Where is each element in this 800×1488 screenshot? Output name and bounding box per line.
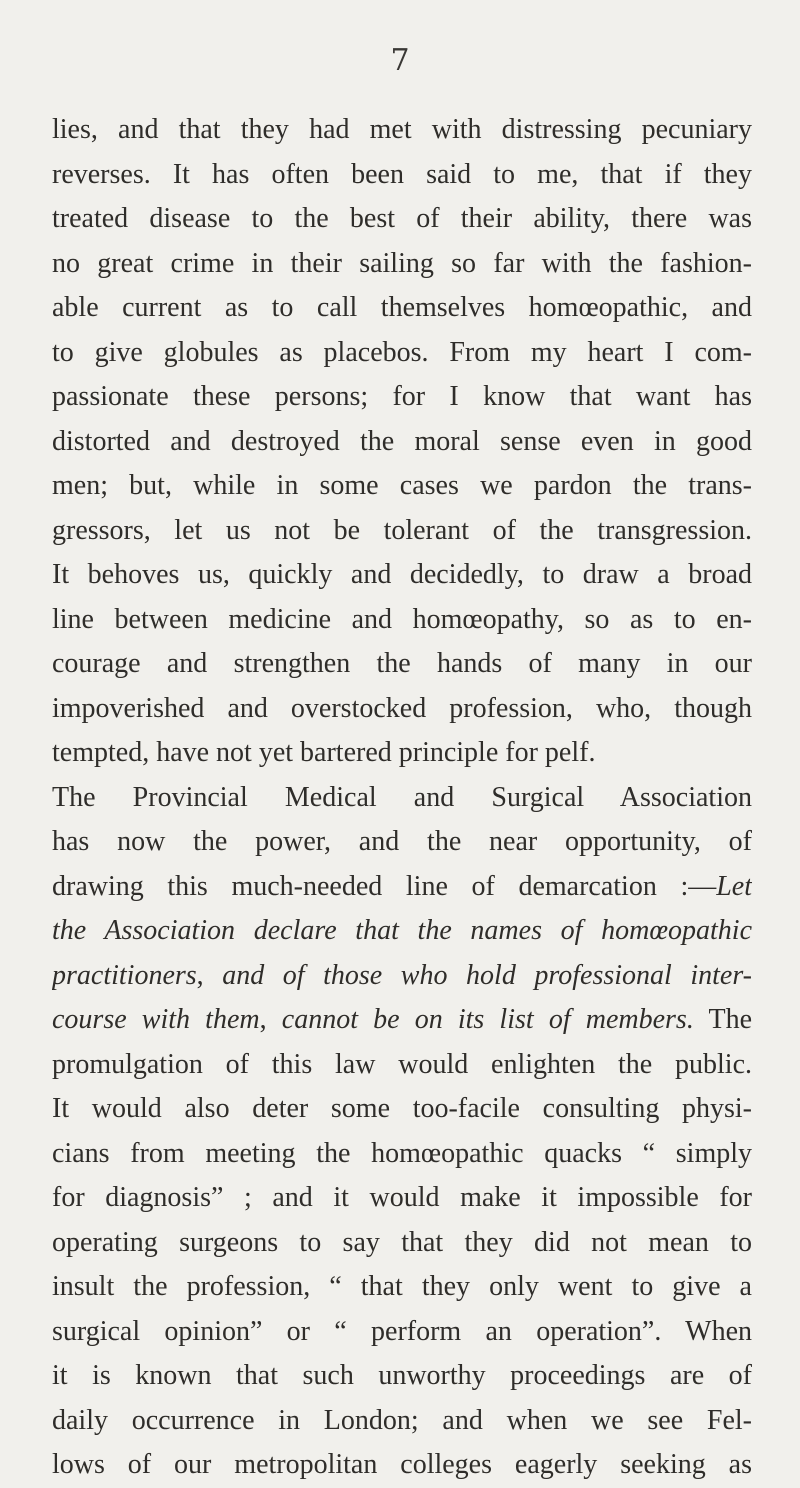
text-run: operating surgeons to say that they did not mean to — [52, 1226, 752, 1258]
body-text — [52, 108, 752, 1488]
text-line — [52, 865, 752, 910]
text-run: no great crime in their sailing so far with the fashion- — [52, 247, 752, 279]
italic-text: and of those who hold professional inter- — [222, 959, 752, 991]
text-line — [52, 108, 752, 153]
text-run: surgical opinion” or “ perform an operation”. When — [52, 1315, 752, 1347]
text-line — [52, 1087, 752, 1132]
text-run: lows of our metropolitan colleges eagerly seeking as — [52, 1449, 752, 1480]
text-line — [52, 420, 752, 465]
text-line — [52, 331, 752, 376]
text-line — [52, 687, 752, 732]
text-run: lies, and that they had met with distressing pecuniary — [52, 114, 752, 145]
text-run: able current as to call themselves homœopathic, and — [52, 292, 752, 323]
text-run: It would also deter some too-facile consulting physi- — [52, 1093, 752, 1124]
text-line — [52, 153, 752, 198]
text-line — [52, 553, 752, 598]
text-line — [52, 820, 752, 865]
text-run: The — [693, 1004, 752, 1035]
text-run: cians from meeting the homœopathic quacks “ simply — [52, 1137, 752, 1169]
text-line — [52, 1265, 752, 1310]
text-run: It behoves us, quickly and decidedly, to draw a broad — [52, 559, 752, 590]
text-run: for diagnosis” ; and it would make it impossible for — [52, 1182, 752, 1213]
text-run: to give globules as placebos. From my heart I com- — [52, 336, 752, 368]
text-run: it is known that such unworthy proceedings are of — [52, 1360, 752, 1391]
text-line — [52, 286, 752, 331]
italic-text: cannot be on its list of members. — [281, 1004, 694, 1035]
italic-text: the Association declare that the names of homœopathic — [52, 915, 752, 946]
text-line — [52, 375, 752, 420]
text-run: men; but, while in some cases we pardon the trans- — [52, 470, 752, 501]
page-number: 7 — [390, 43, 410, 78]
text-line — [52, 998, 752, 1043]
text-run: treated disease to the best of their ability, there was — [52, 203, 752, 234]
text-run: , — [196, 959, 223, 991]
text-run: tempted, have not yet bartered principle for pelf. — [52, 737, 596, 768]
text-line — [52, 509, 752, 554]
italic-text: course with them — [52, 1004, 260, 1035]
text-line — [52, 731, 752, 776]
text-line — [52, 642, 752, 687]
text-line — [52, 464, 752, 509]
text-run: insult the profession, “ that they only went to give a — [52, 1271, 752, 1302]
text-line — [52, 909, 752, 954]
text-line — [52, 1132, 752, 1177]
text-run: drawing this much-needed line of demarcation :— — [52, 870, 717, 902]
text-line — [52, 776, 752, 821]
text-line — [52, 1221, 752, 1266]
text-run: daily occurrence in London; and when we see Fel- — [52, 1404, 752, 1436]
text-line — [52, 954, 752, 999]
text-line — [52, 1443, 752, 1488]
text-line — [52, 1043, 752, 1088]
italic-text: Let — [716, 870, 752, 902]
text-line — [52, 1310, 752, 1355]
text-run: distorted and destroyed the moral sense even in good — [52, 425, 752, 457]
text-line — [52, 1176, 752, 1221]
text-run: passionate these persons; for I know that want has — [52, 381, 752, 412]
text-line — [52, 197, 752, 242]
text-run: courage and strengthen the hands of many in our — [52, 648, 752, 679]
italic-text: practitioners — [52, 959, 197, 991]
text-run: line between medicine and homœopathy, so as to en- — [52, 603, 752, 635]
text-line — [52, 1399, 752, 1444]
text-run: gressors, let us not be tolerant of the transgression. — [52, 514, 752, 546]
text-line — [52, 598, 752, 643]
text-line — [52, 1354, 752, 1399]
text-run: has now the power, and the near opportunity, of — [52, 826, 752, 857]
text-run: , — [259, 1004, 282, 1035]
text-run: The Provincial Medical and Surgical Association — [52, 781, 752, 813]
text-line — [52, 242, 752, 287]
text-run: promulgation of this law would enlighten the public. — [52, 1048, 752, 1080]
text-run: reverses. It has often been said to me, that if they — [52, 158, 752, 190]
text-run: impoverished and overstocked profession, who, though — [52, 692, 752, 724]
